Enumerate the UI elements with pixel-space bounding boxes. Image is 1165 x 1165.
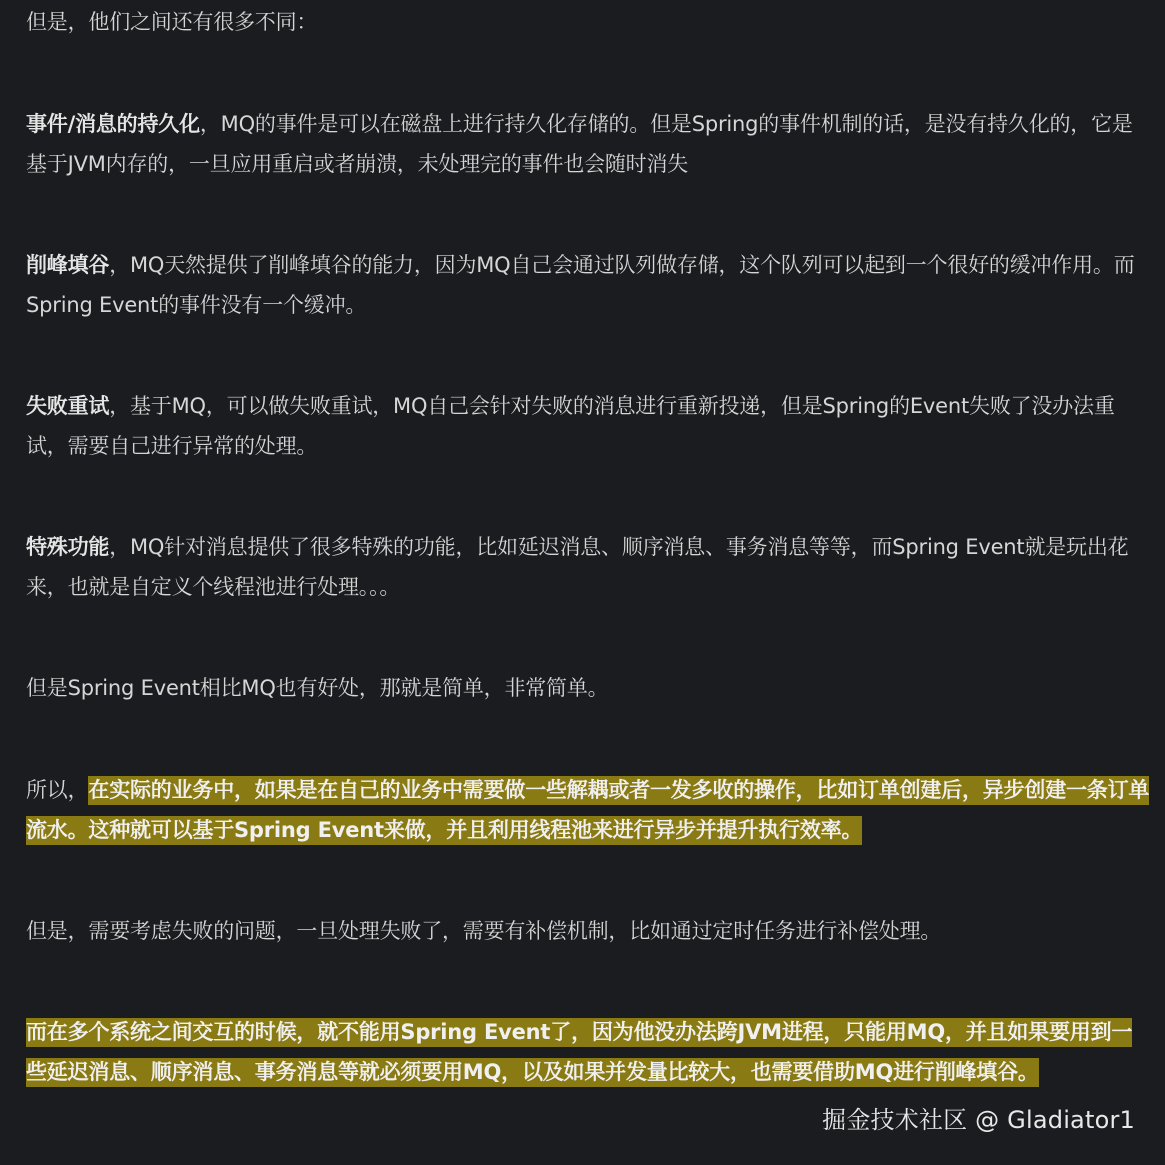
watermark: 掘金技术社区 @ Gladiator1 [822, 1106, 1135, 1134]
point-text: ，基于MQ，可以做失败重试，MQ自己会针对失败的消息进行重新投递，但是Spring的Event失败了没办法重试，需要自己进行异常的处理。 [26, 394, 1115, 458]
final-paragraph [26, 1012, 1152, 1092]
point-term: 削峰填谷 [26, 253, 110, 277]
point-term: 事件/消息的持久化 [26, 112, 200, 136]
advantage-text: 但是Spring Event相比MQ也有好处，那就是简单，非常简单。 [26, 676, 609, 700]
point-retry [26, 386, 1152, 466]
conclusion-paragraph [26, 770, 1152, 850]
advantage-paragraph [26, 668, 1152, 708]
point-peak-shaving [26, 245, 1152, 325]
point-text: ，MQ针对消息提供了很多特殊的功能，比如延迟消息、顺序消息、事务消息等等，而Spring Event就是玩出花来，也就是自定义个线程池进行处理。。。 [26, 535, 1129, 599]
conclusion-highlight: 在实际的业务中，如果是在自己的业务中需要做一些解耦或者一发多收的操作，比如订单创建后，异步创建一条订单流水。这种就可以基于Spring Event来做，并且利用线程池来进行异步并提升执行效率。 [26, 776, 1149, 845]
point-special-features [26, 527, 1152, 607]
final-highlight: 而在多个系统之间交互的时候，就不能用Spring Event了，因为他没办法跨JVM进程，只能用MQ，并且如果要用到一些延迟消息、顺序消息、事务消息等就必须要用MQ，以及如果并发量比较大，也需要借助MQ进行削峰填谷。 [26, 1018, 1132, 1087]
point-term: 特殊功能 [26, 535, 110, 559]
intro-text: 但是，他们之间还有很多不同： [26, 10, 318, 34]
conclusion-prefix: 所以， [26, 778, 89, 802]
point-text: ，MQ天然提供了削峰填谷的能力，因为MQ自己会通过队列做存储，这个队列可以起到一个很好的缓冲作用。而Spring Event的事件没有一个缓冲。 [26, 253, 1135, 317]
point-term: 失败重试 [26, 394, 110, 418]
point-text: ，MQ的事件是可以在磁盘上进行持久化存储的。但是Spring的事件机制的话，是没有持久化的，它是基于JVM内存的，一旦应用重启或者崩溃，未处理完的事件也会随时消失 [26, 112, 1133, 176]
intro-paragraph [26, 2, 1152, 42]
failure-text: 但是，需要考虑失败的问题，一旦处理失败了，需要有补偿机制，比如通过定时任务进行补偿处理。 [26, 919, 942, 943]
point-persistence [26, 104, 1152, 184]
failure-paragraph [26, 911, 1152, 951]
